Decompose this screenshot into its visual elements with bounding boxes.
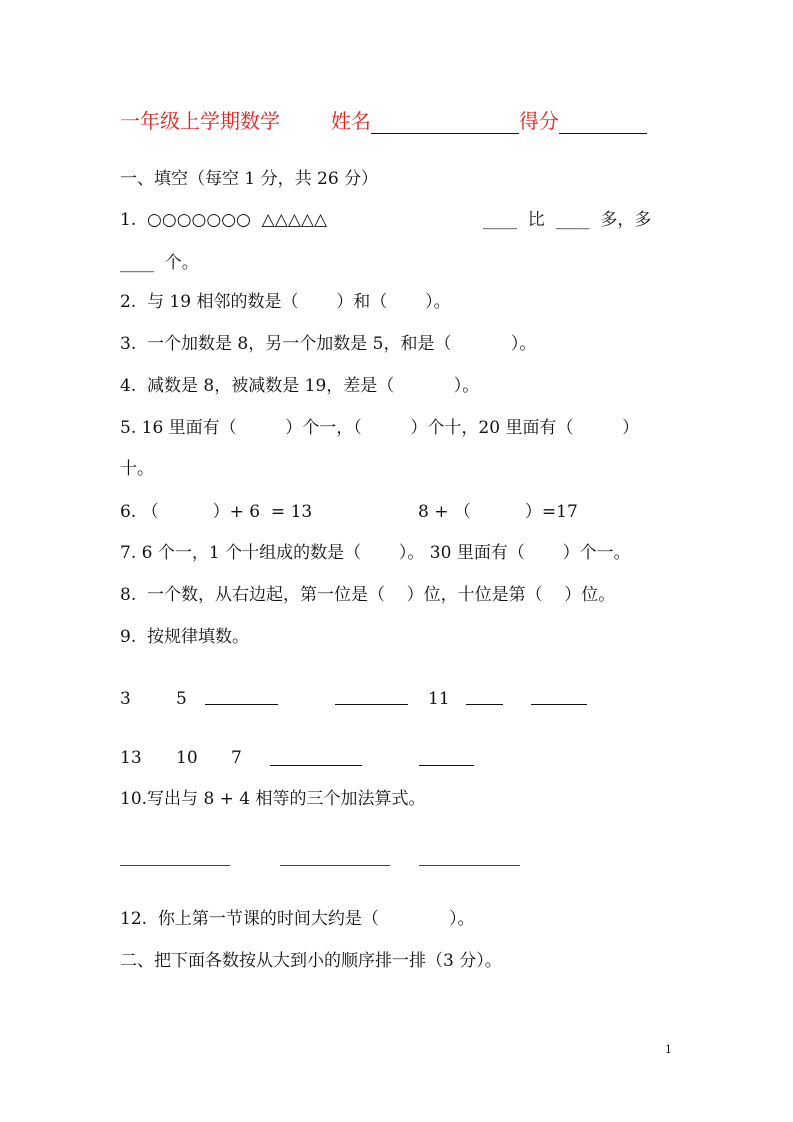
q9-row1-num: 11 <box>428 689 450 709</box>
q1-shapes: 1. ○○○○○○○ △△△△△ <box>120 210 328 230</box>
q10: 10.写出与 8 + 4 相等的三个加法算式。 <box>120 789 426 809</box>
score-label: 得分 <box>518 109 559 133</box>
q9-row1-num: 3 <box>120 689 131 709</box>
q9-row1-blank[interactable] <box>531 704 587 705</box>
q6-right: 8 + （ ）=17 <box>418 502 578 522</box>
q5-line2: 十。 <box>120 459 154 479</box>
worksheet-header <box>120 105 647 134</box>
q2: 2. 与 19 相邻的数是（ ）和（ ）。 <box>120 292 451 312</box>
q9-row1-blank[interactable] <box>335 704 408 705</box>
q9-row1-blank[interactable] <box>205 704 278 705</box>
q1-compare-end: ____ 个。 <box>120 253 199 273</box>
q9-text: 9. 按规律填数。 <box>120 627 250 647</box>
q10-answer-line[interactable] <box>120 865 230 866</box>
q4: 4. 减数是 8，被减数是 19，差是（ ）。 <box>120 376 480 396</box>
q10-answer-line[interactable] <box>419 865 520 866</box>
q1-compare: ____ 比 ____ 多，多 <box>483 210 652 230</box>
q7: 7. 6 个一，1 个十组成的数是（ ）。 30 里面有（ ）个一。 <box>120 543 631 563</box>
q5-line1: 5. 16 里面有（ ）个一，（ ）个十，20 里面有（ ） <box>120 418 640 438</box>
section2-title: 二、把下面各数按从大到小的顺序排一排（3 分）。 <box>120 951 502 971</box>
q9-row2-num: 10 <box>176 748 198 768</box>
score-blank[interactable] <box>559 113 647 134</box>
q9-row2-num: 7 <box>231 748 242 768</box>
worksheet-title: 一年级上学期数学 <box>120 109 280 133</box>
q9-row1-blank[interactable] <box>466 704 503 705</box>
name-label: 姓名 <box>330 109 371 133</box>
q9-row1-num: 5 <box>176 689 187 709</box>
q8: 8. 一个数，从右边起，第一位是（ ）位，十位是第（ ）位。 <box>120 585 616 605</box>
q10-answer-line[interactable] <box>280 865 390 866</box>
q6-left: 6. （ ）+ 6 = 13 <box>120 502 313 522</box>
q9-row2-blank[interactable] <box>270 765 362 766</box>
q12: 12. 你上第一节课的时间大约是（ ）。 <box>120 909 475 929</box>
q9-row2-num: 13 <box>120 748 142 768</box>
section1-title: 一、填空（每空 1 分，共 26 分） <box>120 169 379 189</box>
q3: 3. 一个加数是 8，另一个加数是 5，和是（ ）。 <box>120 334 537 354</box>
name-blank[interactable] <box>371 113 519 134</box>
page-number: 1 <box>665 1043 672 1056</box>
q9-row2-blank[interactable] <box>419 765 474 766</box>
